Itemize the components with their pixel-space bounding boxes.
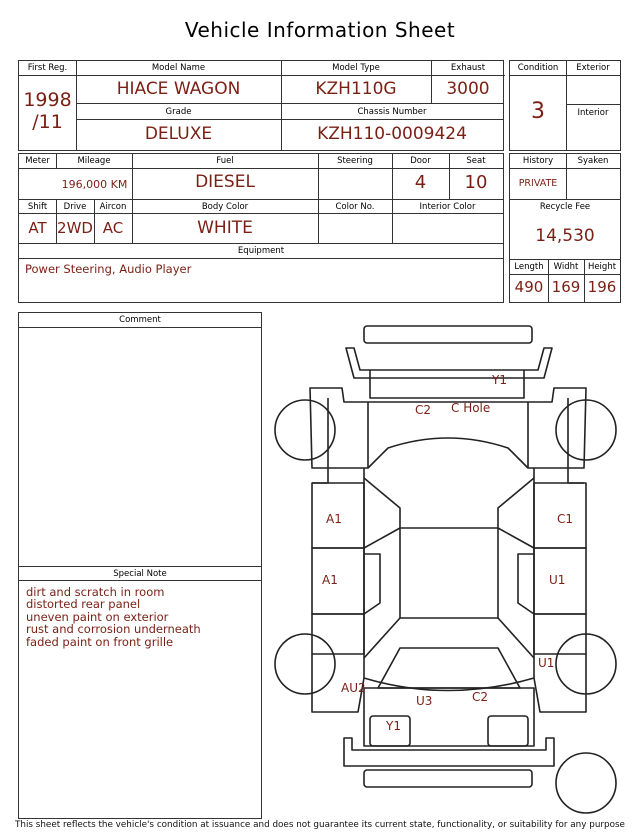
syaken-label: Syaken <box>577 156 609 166</box>
exhaust-value: 3000 <box>446 79 490 99</box>
meter-label: Meter <box>25 156 50 166</box>
interior-color-label: Interior Color <box>419 202 476 212</box>
interior-label: Interior <box>577 108 609 118</box>
model-name-label: Model Name <box>151 63 206 73</box>
history-box <box>509 153 621 303</box>
grade-label: Grade <box>165 107 192 117</box>
damage-mark: C1 <box>557 512 574 526</box>
comment-box <box>18 312 262 819</box>
height-label: Height <box>587 262 617 272</box>
damage-mark: Y1 <box>492 373 507 387</box>
first-reg-year: 1998 <box>23 89 72 111</box>
width-value: 169 <box>551 278 581 296</box>
special-notes-list <box>26 586 201 648</box>
condition-value: 3 <box>531 99 545 124</box>
first-reg-label: First Reg. <box>27 63 68 73</box>
first-reg-month: /11 <box>32 111 63 133</box>
specs-box <box>18 153 504 303</box>
mileage-value: 196,000 KM <box>61 178 128 191</box>
history-value: PRIVATE <box>518 178 558 189</box>
special-note-item: uneven paint on exterior <box>26 609 169 624</box>
damage-mark: U1 <box>549 573 566 587</box>
shift-value: AT <box>28 219 47 237</box>
color-no-label: Color No. <box>335 202 375 212</box>
length-value: 490 <box>514 278 544 296</box>
door-value: 4 <box>414 172 427 193</box>
aircon-label: Aircon <box>99 202 127 212</box>
comment-label: Comment <box>119 315 161 325</box>
damage-mark: AU2 <box>341 681 366 695</box>
mileage-label: Mileage <box>77 156 111 166</box>
chassis-label: Chassis Number <box>357 107 427 117</box>
shift-label: Shift <box>27 202 48 212</box>
drive-value: 2WD <box>57 219 93 237</box>
damage-mark: U1 <box>538 656 555 670</box>
history-label: History <box>522 156 554 166</box>
damage-mark: C Hole <box>451 401 491 415</box>
vehicle-damage-diagram <box>268 318 630 818</box>
recycle-fee-value: 14,530 <box>535 226 595 246</box>
grade-value: DELUXE <box>144 124 213 144</box>
page-title: Vehicle Information Sheet <box>184 18 456 42</box>
equipment-value: Power Steering, Audio Player <box>25 262 192 276</box>
fuel-value: DIESEL <box>195 172 255 192</box>
model-info-box <box>18 60 504 151</box>
width-label: Widht <box>553 262 579 272</box>
damage-mark: Y1 <box>386 719 401 733</box>
special-note-item: distorted rear panel <box>26 597 141 612</box>
condition-box <box>509 60 621 151</box>
disclaimer-footer: This sheet reflects the vehicle's condition at issuance and does not guarantee its current state, functionality, or suitability for any purpose <box>15 820 625 830</box>
condition-label: Condition <box>517 63 559 73</box>
model-type-value: KZH110G <box>315 79 397 99</box>
damage-mark: C2 <box>472 690 489 704</box>
model-name-value: HIACE WAGON <box>116 79 241 99</box>
seat-value: 10 <box>464 172 488 193</box>
height-value: 196 <box>587 278 617 296</box>
model-type-label: Model Type <box>332 63 380 73</box>
equipment-label: Equipment <box>237 246 285 256</box>
special-note-item: rust and corrosion underneath <box>26 622 201 637</box>
exterior-label: Exterior <box>576 63 610 73</box>
damage-mark: A1 <box>326 512 342 526</box>
chassis-value: KZH110-0009424 <box>317 124 467 144</box>
recycle-fee-label: Recycle Fee <box>539 202 591 212</box>
body-color-label: Body Color <box>201 202 249 212</box>
aircon-value: AC <box>102 219 124 237</box>
fuel-label: Fuel <box>216 156 234 166</box>
steering-label: Steering <box>337 156 373 166</box>
damage-mark: A1 <box>322 573 338 587</box>
damage-mark: U3 <box>416 694 433 708</box>
drive-label: Drive <box>63 202 87 212</box>
length-label: Length <box>514 262 544 272</box>
exhaust-label: Exhaust <box>450 63 486 73</box>
special-note-item: dirt and scratch in room <box>26 585 165 599</box>
special-note-item: faded paint on front grille <box>26 634 174 649</box>
body-color-value: WHITE <box>197 218 253 238</box>
damage-mark: C2 <box>415 403 432 417</box>
special-note-label: Special Note <box>113 569 167 579</box>
seat-label: Seat <box>466 156 486 166</box>
door-label: Door <box>410 156 431 166</box>
